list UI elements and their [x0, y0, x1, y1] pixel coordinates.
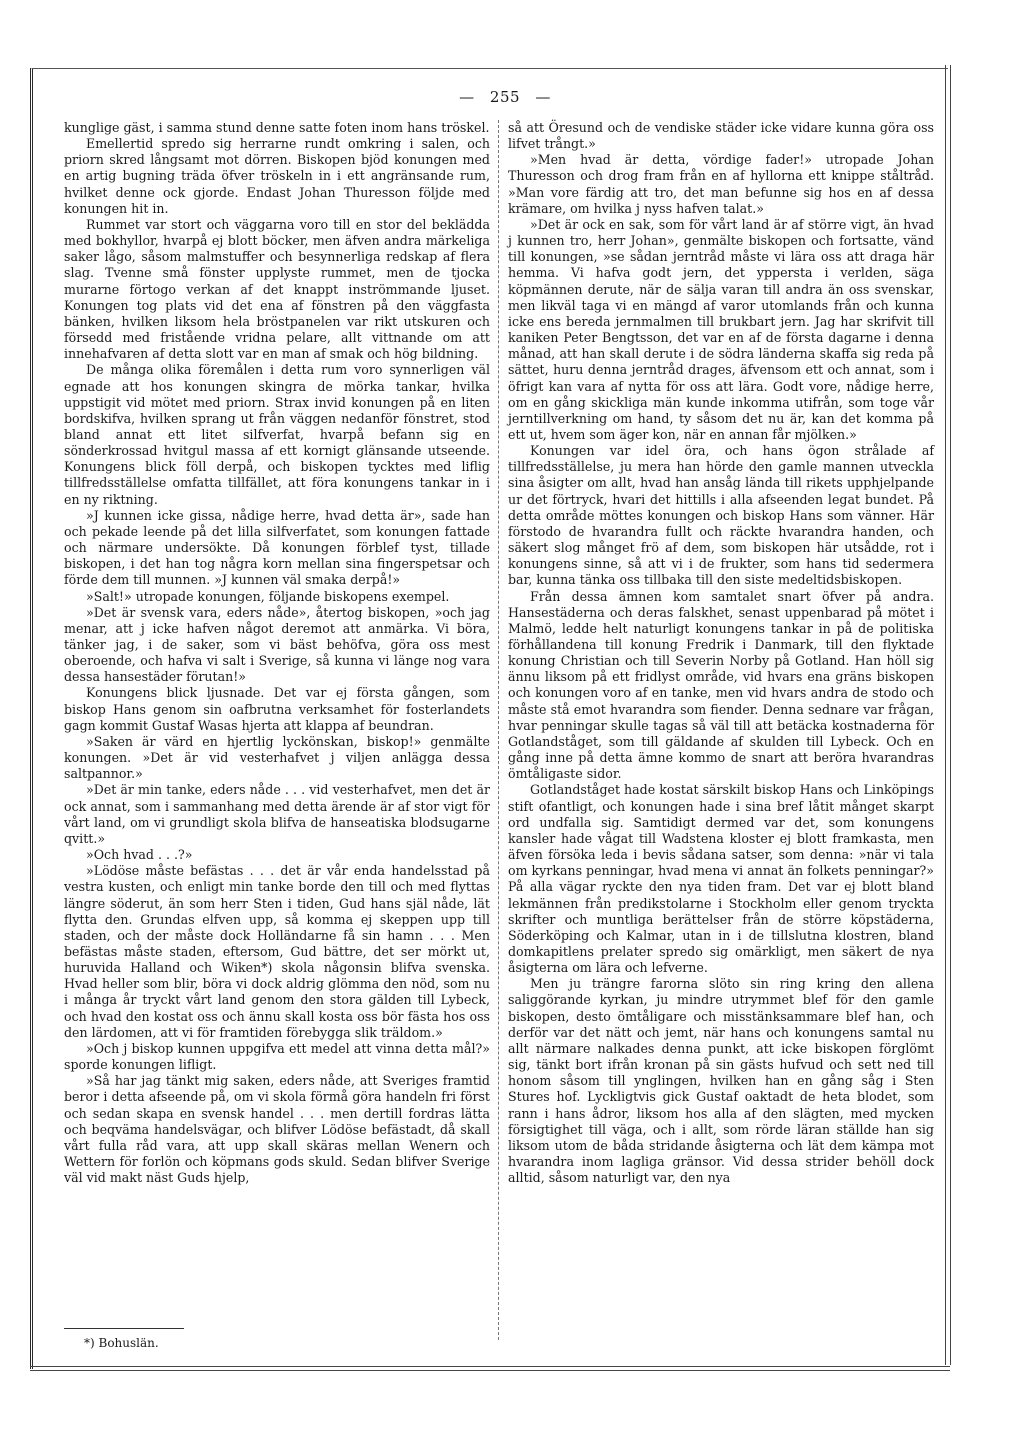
paragraph: »Det är min tanke, eders nåde . . . vid vesterhafvet, men det är ock annat, som i sammanhang med detta ärende är af stor vigt för vårt land, om vi grundligt skola blifva de hanseatiska blodsugarne qvitt.»: [64, 782, 490, 846]
footnote-rule: [64, 1328, 184, 1329]
page-number-value: 255: [489, 88, 521, 106]
paragraph: Från dessa ämnen kom samtalet snart öfver på andra. Hansestäderna och deras falskhet, senast uppenbarad på mötet i Malmö, ledde helt naturligt konungens tankar in på de politiska förhållandena till konung Fredrik i Danmark, till den flyktade konung Christian och till Severin Norby på Gotland. Han höll sig ännu liksom på ett fridlyst område, vid hvars ena gräns biskopen och konungen voro af en tanke, men vid hvars andra de stodo och måste stå emot hvarandra som fiender. Denna sednare var frågan, hvar penningar skulle tagas så väl till att betäcka kostnaderna för Gotlandståget, som till gäldande af skulden till Lybeck. Och en gång inne på detta ämne kommo de snart att beröra hvarandras ömtåligaste sidor.: [508, 588, 934, 782]
paragraph: Emellertid spredo sig herrarne rundt omkring i salen, och priorn skred långsamt mot dörren. Biskopen bjöd konungen med en artig bugning träda öfver tröskeln in i ett angränsande rum, hvilket denne ock gjorde. Endast Johan Thuresson följde med konungen hit in.: [64, 136, 490, 216]
paragraph: Konungen var idel öra, och hans ögon strålade af tillfredsställelse, ju mera han hörde den gamle mannen utveckla sina åsigter om allt, hvad han ansåg lända till rikets upphjelpande ur det förtryck, hvari det hittills i alla afseenden legat bundet. På detta område möttes konungen och biskop Hans som vänner. Här förstodo de hvarandra fullt och räckte hvarandra handen, och säkert slog månget frö af dem, som biskopen här utsådde, rot i konungens sinne, så att vi i de frukter, som hans tid sedermera bar, kunna tänka oss tillbaka till den siste medeltidsbiskopen.: [508, 443, 934, 588]
page-number-dash-right: —: [535, 88, 551, 106]
paragraph: »Så har jag tänkt mig saken, eders nåde, att Sveriges framtid beror i detta afseende på, om vi skola förmå göra handeln fri först och sedan skapa en svensk handel . . . men dertill fordras lätta och beqväma handelsvägar, och blifver Lödöse befästadt, då skall vårt fulla råd vara, att upp skall skäras mellan Wenern och Wettern för forlön och köpmans gods skuld. Sedan blifver Sverige väl vid makt näst Guds hjelp,: [64, 1073, 490, 1186]
paragraph: Rummet var stort och väggarna voro till en stor del beklädda med bokhyllor, hvarpå ej blott böcker, men äfven andra märkeliga saker lågo, såsom malmstuffer och besynnerliga redskap af flera slag. Tvenne små fönster upplyste rummet, men de tjocka murarne förtogo verkan af det knappt inströmmande ljuset. Konungen tog plats vid det ena af fönstren på den väggfasta bänken, hvilken liksom hela bröstpanelen var rikt utskuren och försedd med fristående vridna pelare, allt vittnande om att innehafvaren af detta slott var en man af smak och hög bildning.: [64, 216, 490, 362]
paragraph: »Lödöse måste befästas . . . det är vår enda handelsstad på vestra kusten, och enligt min tanke borde den till och med flyttas längre söderut, än som herr Sten i tiden, Gud hans själ nåde, lät flytta den. Grundas elfven upp, så komma ej skeppen upp till staden, och der måste dock Holländarne få sin hamn . . . Men befästas måste staden, eftersom, Gud bättre, det ser mörkt ut, huruvida Halland och Wiken*) skola någonsin blifva svenska. Hvad heller som blir, böra vi dock aldrig glömma den nöd, som nu i många år tryckt vårt land genom den stora gälden till Lybeck, och hvad den kostat oss och ännu skall kosta oss bör fästa hos oss den lärdomen, att vi för framtiden förebygga slik träldom.»: [64, 863, 490, 1040]
page-bottom-rule: [30, 1366, 950, 1371]
page-number-dash-left: —: [459, 88, 475, 106]
page-frame-right-border: [945, 65, 951, 1365]
paragraph: »Saken är värd en hjertlig lyckönskan, biskop!» genmälte konungen. »Det är vid vesterhafvet j viljen anlägga dessa saltpannor.»: [64, 733, 490, 782]
paragraph: »Och j biskop kunnen uppgifva ett medel att vinna detta mål?» sporde konungen lifligt.: [64, 1040, 490, 1073]
footnote: *) Bohuslän.: [84, 1336, 159, 1350]
paragraph: så att Öresund och de vendiske städer icke vidare kunna göra oss lifvet trångt.»: [508, 120, 934, 152]
right-column: [508, 120, 934, 1186]
paragraph: »Salt!» utropade konungen, följande biskopens exempel.: [86, 588, 450, 604]
paragraph: Gotlandståget hade kostat särskilt biskop Hans och Linköpings stift ofantligt, och konungen hade i sina bref låtit månget skarpt ord undfalla sig. Samtidigt dermed var det, som konungens kansler hade vågat till Wadstena kloster ej blott framkasta, men äfven försöka leda i bevis sådana satser, som denna: »när vi tala om kyrkans penningar, hvad mena vi annat än folkets penningar?» På alla vägar ryckte den nya tiden fram. Det var ej blott bland lekmännen från predikstolarne i Stockholm eller genom tryckta skrifter och muntliga berättelser från de större köpstäderna, Söderköping och Kalmar, utan in i de tillslutna klostren, bland domkapitlens prelater spredo sig omärkligt, men säkert de nya åsigterna om lära och lefverne.: [508, 782, 934, 976]
page-number: [440, 88, 570, 106]
column-divider: [498, 120, 499, 1340]
paragraph: »Det är ock en sak, som för vårt land är af större vigt, än hvad j kunnen tro, herr Johan», genmälte biskopen och fortsatte, vänd till konungen, »se sådan jerntråd måste vi lära oss att draga här hemma. Vi hafva godt jern, det yppersta i verlden, säga köpmännen derute, när de sälja varan till andra än oss svenskar, men likväl taga vi en mängd af varor utomlands från och kunna icke ens bereda jernmalmen till brukbart jern. Jag har skrifvit till kaniken Peter Bengtsson, det var en af de första dagarne i denna månad, att han skall derute i de södra länderna skaffa sig reda på sättet, huru denna jerntråd drages, äfvensom ett och annat, som i öfrigt kan vara af nytta för oss att lära. Godt vore, nådige herre, om en gång skickliga män kunde inkomma utifrån, som toge vår jerntillverkning om hand, ty såsom det nu är, kan det komma på ett ut, hvem som äger kon, när en annan får mjölken.»: [508, 216, 934, 442]
paragraph: De många olika föremålen i detta rum voro synnerligen väl egnade att hos konungen skingra de mörka tankar, hvilka uppstigit vid mötet med priorn. Strax invid konungen på en liten bordskifva, hvilken sprang ut från väggen nedanför fönstret, stod bland annat ett litet silfverfat, hvarpå befann sig en sönderkrossad hvitgul massa af ett kornigt glänsande utseende. Konungens blick föll derpå, och biskopen tycktes med liflig tillfredsställelse omfatta tillfället, att föra konungens tankar in i en ny riktning.: [64, 362, 490, 507]
paragraph: Konungens blick ljusnade. Det var ej första gången, som biskop Hans genom sin oafbrutna verksamhet för fosterlandets gagn kommit Gustaf Wasas hjerta att klappa af beundran.: [64, 685, 490, 733]
paragraph: Men ju trängre farorna slöto sin ring kring den allena saliggörande kyrkan, ju mindre utrymmet blef för den gamle biskopen, desto ömtåligare och misstänksammare blef han, och derför var det nätt och jemt, när hans och konungens samtal nu allt närmare nalkades denna punkt, att icke biskopen förglömt sig, tänkt bort ifrån kronan på sin gästs hufvud och sett ned till honom såsom till ynglingen, hvilken han en gång såg i Sten Stures hof. Lyckligtvis gick Gustaf oaktadt de heta blodet, som rann i hans ådror, liksom hos alla af den slägten, med mycken försigtighet till väga, och i allt, som rörde läran ställde han sig liksom utom de båda stridande åsigterna och lät dem kämpa mot hvarandra inom lagliga gränsor. Vid dessa strider behöll dock alltid, såsom naturligt var, den nya: [508, 976, 934, 1186]
paragraph: »Och hvad . . .?»: [86, 847, 193, 863]
paragraph: »Men hvad är detta, vördige fader!» utropade Johan Thuresson och drog fram från en af hyllorna ett knippe ståltråd. »Man vore färdig att tro, det man befunne sig hos en af dessa krämare, om hvilka j nyss hafven talat.»: [508, 152, 934, 216]
paragraph: kunglige gäst, i samma stund denne satte foten inom hans tröskel.: [64, 120, 490, 135]
paragraph: »J kunnen icke gissa, nådige herre, hvad detta är», sade han och pekade leende på det lilla silfverfatet, som konungen fattade och närmare undersökte. Då konungen förblef tyst, tillade biskopen, i det han tog några korn mellan sina fingerspetsar och förde dem till munnen. »J kunnen väl smaka derpå!»: [64, 507, 490, 588]
paragraph: »Det är svensk vara, eders nåde», återtog biskopen, »och jag menar, att j icke hafven något deremot att anmärka. Vi böra, tänker jag, i de saker, som vi bäst behöfva, göra oss mest oberoende, och hafva vi salt i Sverige, så kunna vi länge nog vara dessa hansestäder förutan!»: [64, 604, 490, 685]
left-column: [64, 120, 490, 1186]
